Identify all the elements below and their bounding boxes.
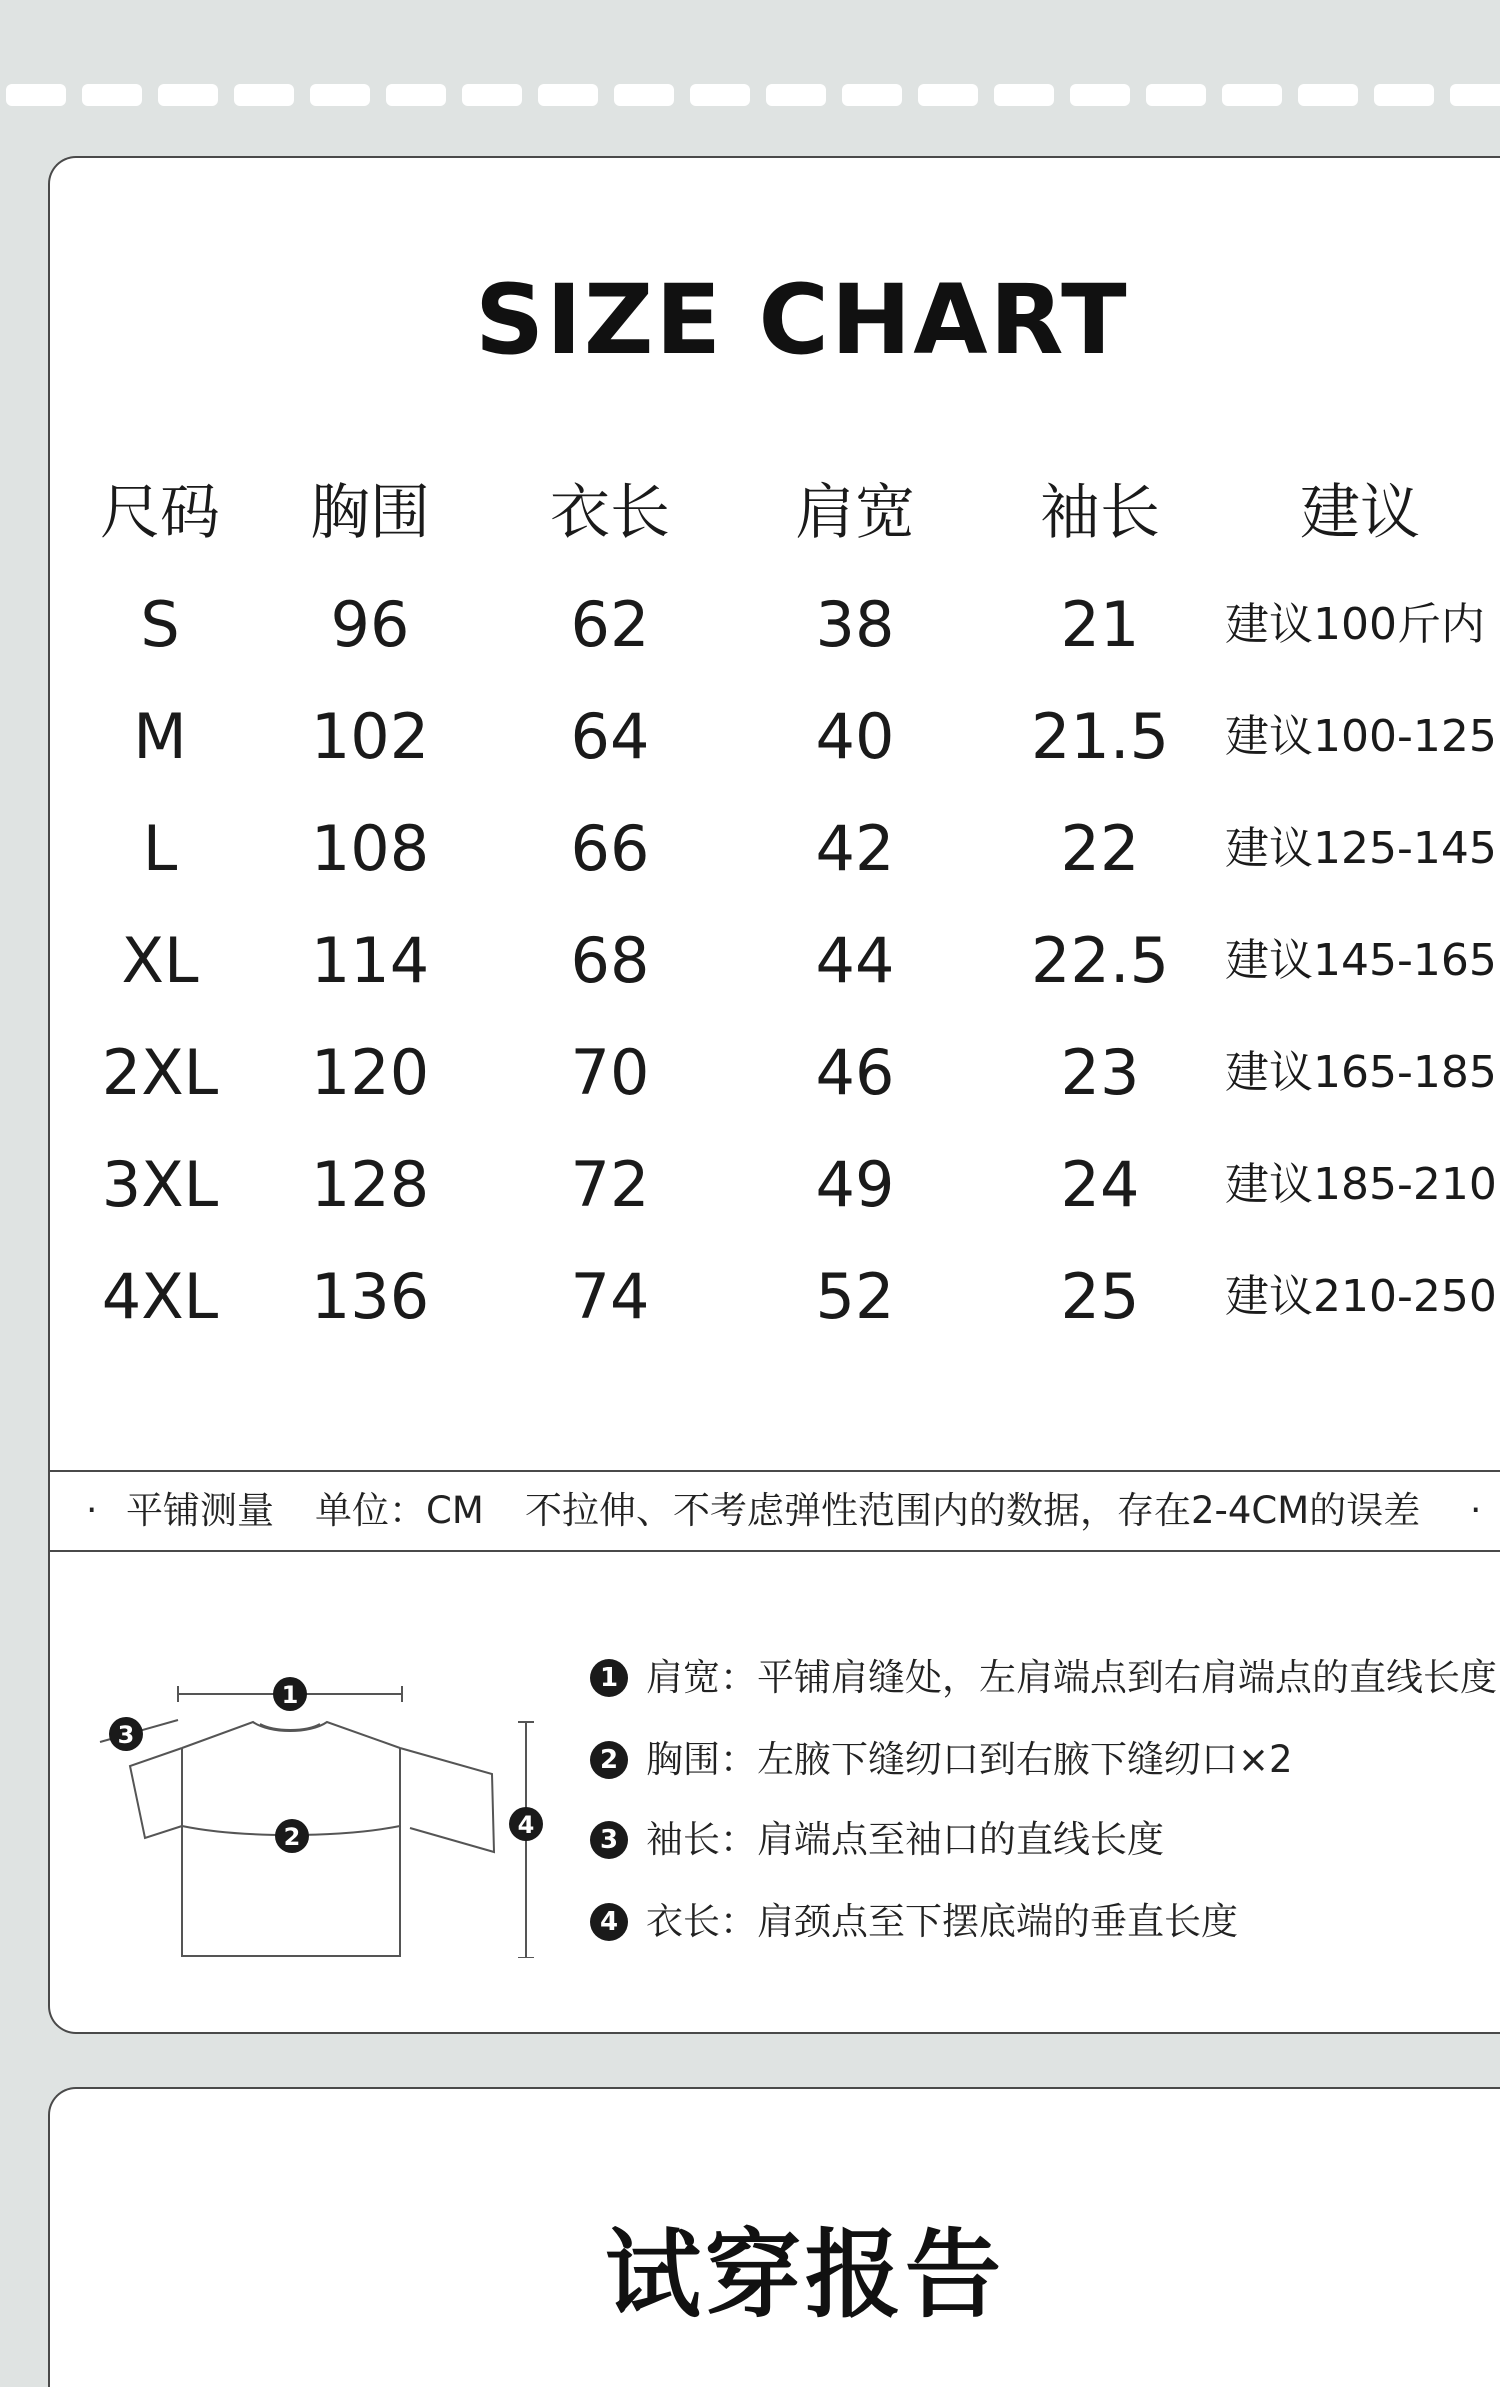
table-row bbox=[50, 570, 1500, 680]
table-row bbox=[50, 1242, 1500, 1352]
cell-length: 70 bbox=[570, 1036, 650, 1109]
legend-text: 胸围：左腋下缝纫口到右腋下缝纫口×2 bbox=[646, 1738, 1293, 1781]
measurement-notice bbox=[50, 1470, 1500, 1552]
cell-length: 64 bbox=[570, 700, 650, 773]
tshirt-outline bbox=[130, 1722, 494, 1956]
cell-shoulder: 52 bbox=[815, 1260, 895, 1333]
cell-length: 66 bbox=[570, 812, 650, 885]
table-header-row bbox=[50, 458, 1500, 568]
marker-4 bbox=[509, 1807, 543, 1841]
table-row bbox=[50, 794, 1500, 904]
dashed-divider bbox=[0, 84, 1500, 106]
marker-1 bbox=[273, 1677, 307, 1711]
notice-bullet-right: · bbox=[1470, 1490, 1482, 1531]
page-title: SIZE CHART bbox=[475, 264, 1129, 376]
cell-sleeve: 21 bbox=[1060, 588, 1140, 661]
cell-suggestion: 建议165-185 bbox=[1225, 1047, 1497, 1098]
section-title: 试穿报告 bbox=[605, 2219, 1005, 2331]
marker-1-label: 1 bbox=[281, 1681, 299, 1709]
legend-text: 肩宽：平铺肩缝处，左肩端点到右肩端点的直线长度 bbox=[646, 1656, 1497, 1699]
legend-text: 袖长：肩端点至袖口的直线长度 bbox=[646, 1818, 1164, 1861]
cell-length: 62 bbox=[570, 588, 650, 661]
marker-4-label: 4 bbox=[517, 1811, 535, 1839]
cell-shoulder: 44 bbox=[815, 924, 895, 997]
cell-length: 74 bbox=[570, 1260, 650, 1333]
legend-item bbox=[590, 1648, 1497, 1708]
notice-unit: 单位：CM bbox=[315, 1489, 484, 1532]
cell-shoulder: 42 bbox=[815, 812, 895, 885]
cell-chest: 108 bbox=[310, 812, 430, 885]
cell-suggestion: 建议210-250 bbox=[1225, 1271, 1497, 1322]
notice-bullet-left: · bbox=[86, 1490, 98, 1531]
cell-suggestion: 建议145-165 bbox=[1225, 935, 1497, 986]
cell-shoulder: 46 bbox=[815, 1036, 895, 1109]
cell-size: S bbox=[140, 588, 180, 661]
table-row bbox=[50, 1018, 1500, 1128]
marker-2 bbox=[275, 1819, 309, 1853]
header-chest: 胸围 bbox=[310, 478, 430, 548]
table-row bbox=[50, 682, 1500, 792]
cell-size: 2XL bbox=[101, 1036, 219, 1109]
header-suggestion: 建议 bbox=[1300, 478, 1420, 548]
legend-item bbox=[590, 1892, 1238, 1952]
table-row bbox=[50, 906, 1500, 1016]
cell-suggestion: 建议185-210 bbox=[1225, 1159, 1497, 1210]
marker-2-label: 2 bbox=[283, 1823, 301, 1851]
cell-chest: 102 bbox=[310, 700, 430, 773]
header-sleeve: 袖长 bbox=[1040, 478, 1160, 548]
cell-chest: 96 bbox=[330, 588, 410, 661]
marker-3-label: 3 bbox=[117, 1721, 135, 1749]
size-chart-card bbox=[48, 156, 1500, 2034]
cell-size: XL bbox=[121, 924, 199, 997]
legend-text: 衣长：肩颈点至下摆底端的垂直长度 bbox=[646, 1900, 1238, 1943]
cell-shoulder: 40 bbox=[815, 700, 895, 773]
legend-number: 1 bbox=[590, 1659, 628, 1697]
notice-text: 不拉伸、不考虑弹性范围内的数据，存在2-4CM的误差 bbox=[525, 1489, 1421, 1532]
cell-suggestion: 建议125-145 bbox=[1225, 823, 1497, 874]
legend-item bbox=[590, 1730, 1293, 1790]
legend-number: 3 bbox=[590, 1821, 628, 1859]
legend-number: 4 bbox=[590, 1903, 628, 1941]
cell-size: M bbox=[133, 700, 187, 773]
legend-number: 2 bbox=[590, 1741, 628, 1779]
cell-suggestion: 建议100-125 bbox=[1225, 711, 1497, 762]
cell-shoulder: 38 bbox=[815, 588, 895, 661]
cell-sleeve: 25 bbox=[1060, 1260, 1140, 1333]
header-shoulder: 肩宽 bbox=[795, 478, 915, 548]
cell-size: 4XL bbox=[101, 1260, 219, 1333]
cell-chest: 136 bbox=[310, 1260, 430, 1333]
cell-length: 72 bbox=[570, 1148, 650, 1221]
cell-shoulder: 49 bbox=[815, 1148, 895, 1221]
tshirt-measurement-diagram bbox=[70, 1638, 550, 1958]
header-length: 衣长 bbox=[550, 478, 670, 548]
cell-chest: 114 bbox=[310, 924, 430, 997]
cell-sleeve: 23 bbox=[1060, 1036, 1140, 1109]
cell-sleeve: 22 bbox=[1060, 812, 1140, 885]
try-on-report-card bbox=[48, 2087, 1500, 2387]
notice-method: 平铺测量 bbox=[126, 1489, 274, 1532]
cell-chest: 120 bbox=[310, 1036, 430, 1109]
cell-suggestion: 建议100斤内 bbox=[1225, 599, 1485, 650]
header-size: 尺码 bbox=[100, 478, 220, 548]
marker-3 bbox=[109, 1717, 143, 1751]
cell-sleeve: 22.5 bbox=[1030, 924, 1170, 997]
cell-length: 68 bbox=[570, 924, 650, 997]
cell-sleeve: 24 bbox=[1060, 1148, 1140, 1221]
cell-size: 3XL bbox=[101, 1148, 219, 1221]
legend-item bbox=[590, 1810, 1164, 1870]
cell-chest: 128 bbox=[310, 1148, 430, 1221]
cell-sleeve: 21.5 bbox=[1030, 700, 1170, 773]
cell-size: L bbox=[142, 812, 178, 885]
table-row bbox=[50, 1130, 1500, 1240]
